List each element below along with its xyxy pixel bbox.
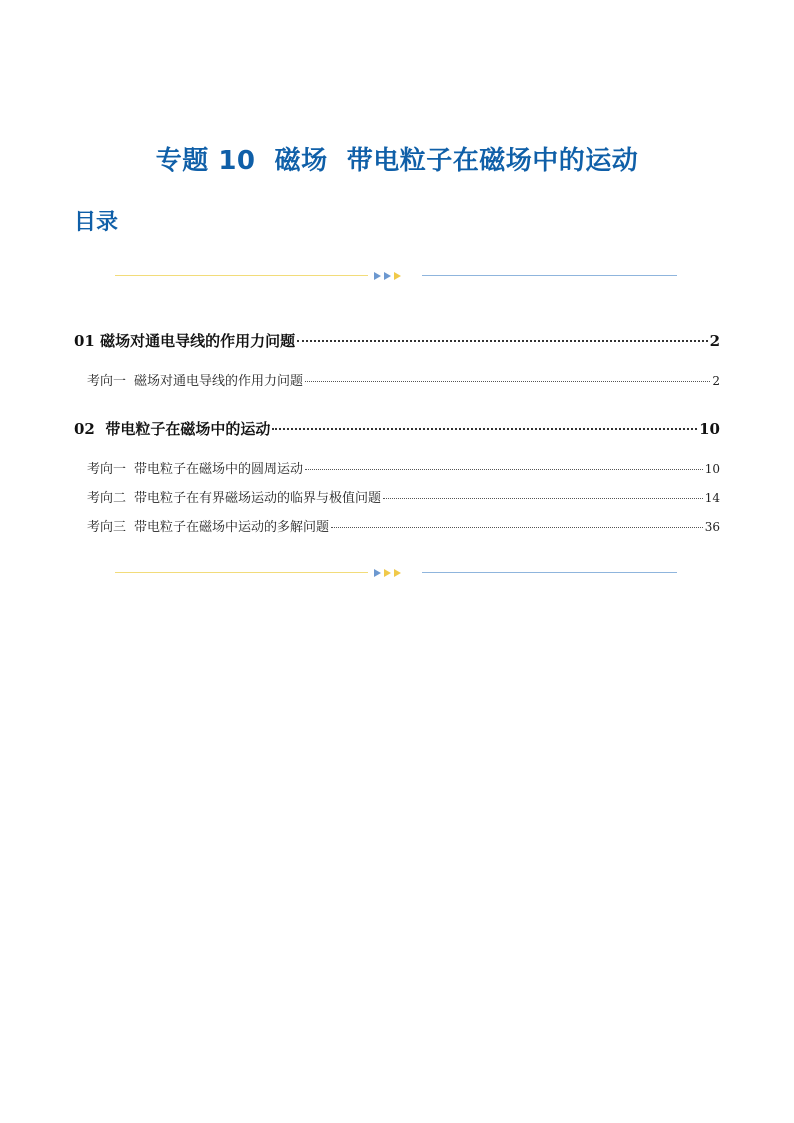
toc-item-label: 带电粒子在磁场中运动的多解问题: [134, 520, 330, 535]
document-title: 专题 10 磁场 带电粒子在磁场中的运动: [155, 146, 639, 176]
divider-bottom: [115, 567, 677, 579]
toc-page-number: 2: [712, 374, 720, 388]
toc-leader-dots: [272, 428, 697, 430]
toc-page-number: 10: [704, 462, 720, 476]
toc-page-number: 36: [704, 520, 720, 534]
toc-leader-dots: [305, 381, 710, 382]
divider-left-line: [115, 572, 368, 573]
triangle-arrows-icon: [374, 567, 414, 579]
toc-item-label: 磁场对通电导线的作用力问题: [134, 374, 304, 389]
toc-page-number: 2: [709, 332, 720, 350]
toc-item[interactable]: [87, 487, 720, 506]
toc-item-prefix: 考向一: [87, 374, 127, 389]
divider-right-line: [422, 275, 677, 276]
divider-right-line: [422, 572, 677, 573]
toc-item-prefix: 考向三: [87, 520, 127, 535]
divider-top: [115, 270, 677, 282]
toc-section-1[interactable]: [74, 330, 720, 351]
toc-section-2[interactable]: [74, 418, 720, 439]
toc-item-label: 带电粒子在有界磁场运动的临界与极值问题: [134, 491, 382, 506]
toc-leader-dots: [383, 498, 703, 499]
toc-leader-dots: [331, 527, 703, 528]
toc-page-number: 14: [704, 491, 720, 505]
toc-section-label: 02 带电粒子在磁场中的运动: [74, 420, 271, 438]
toc-item-label: 带电粒子在磁场中的圆周运动: [134, 462, 304, 477]
toc-item-prefix: 考向二: [87, 491, 127, 506]
triangle-arrows-icon: [374, 270, 414, 282]
toc-item[interactable]: [87, 458, 720, 477]
toc-item[interactable]: [87, 370, 720, 389]
toc-item-prefix: 考向一: [87, 462, 127, 477]
toc-item[interactable]: [87, 516, 720, 535]
toc-section-label: 01 磁场对通电导线的作用力问题: [74, 332, 296, 350]
toc-leader-dots: [305, 469, 703, 470]
toc-leader-dots: [297, 340, 707, 342]
toc-page-number: 10: [699, 420, 720, 438]
toc-heading: 目录: [74, 210, 119, 235]
divider-left-line: [115, 275, 368, 276]
